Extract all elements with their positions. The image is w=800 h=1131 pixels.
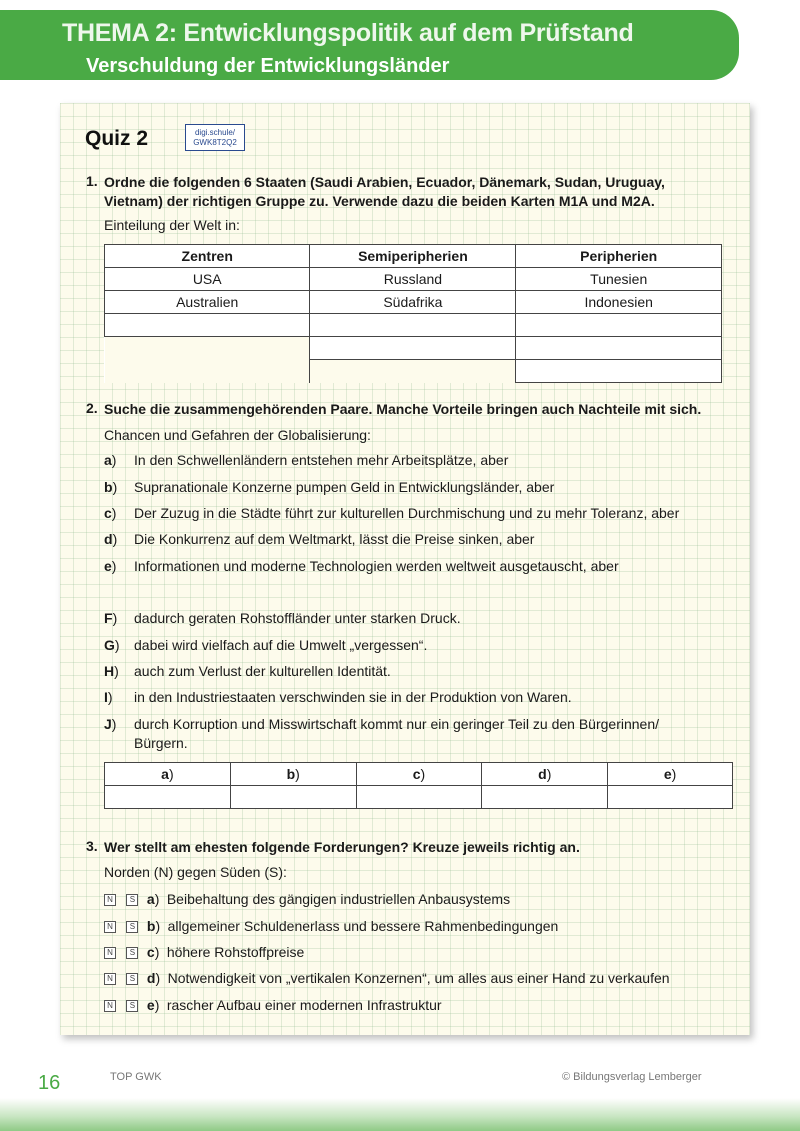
- answer-cell[interactable]: [310, 314, 516, 337]
- table-row-blank: [105, 360, 722, 383]
- col-header-zentren: Zentren: [105, 245, 310, 268]
- q2-item-J-text-cont: Bürgern.: [134, 735, 188, 751]
- q2-list-item-c: c): [104, 505, 117, 521]
- q1-classification-table: [104, 244, 722, 383]
- q2-subtitle: Chancen und Gefahren der Globalisierung:: [104, 427, 371, 443]
- q2-item-I-text: in den Industriestaaten verschwinden sie in der Produktion von Waren.: [134, 689, 572, 705]
- answer-header-a: a): [105, 763, 231, 786]
- north-checkbox[interactable]: N: [104, 973, 116, 985]
- footer-series: TOP GWK: [110, 1071, 162, 1083]
- page-number: 16: [38, 1072, 61, 1094]
- q2-item-G-text: dabei wird vielfach auf die Umwelt „vergessen“.: [134, 637, 428, 653]
- q3-item-c-text: höhere Rohstoffpreise: [166, 944, 305, 960]
- topic-header-banner: [0, 10, 739, 80]
- table-cell: USA: [105, 268, 310, 291]
- answer-cell[interactable]: [516, 314, 722, 337]
- south-checkbox[interactable]: S: [126, 947, 138, 959]
- south-checkbox[interactable]: S: [126, 894, 138, 906]
- q3-item-b: N S b) allgemeiner Schuldenerlass und bessere Rahmenbedingungen: [104, 918, 558, 936]
- digi-code-box[interactable]: [185, 124, 245, 151]
- answer-cell[interactable]: [230, 786, 356, 809]
- q2-list-item-b: b): [104, 479, 118, 495]
- empty-space: [105, 337, 310, 360]
- q3-item-e-text: rascher Aufbau einer modernen Infrastruktur: [166, 997, 442, 1013]
- answer-row: [105, 786, 733, 809]
- footer-copyright: © Bildungsverlag Lemberger: [562, 1071, 702, 1083]
- q2-list-item-e: e): [104, 558, 117, 574]
- table-row: [105, 291, 722, 314]
- answer-header-c: c): [356, 763, 482, 786]
- digi-code-line2: GWK8T2Q2: [193, 138, 237, 147]
- q2-list-item-d: d): [104, 531, 118, 547]
- q2-item-c-text: Der Zuzug in die Städte führt zur kulturellen Durchmischung und zu mehr Toleranz, aber: [134, 505, 680, 521]
- q2-item-H-text: auch zum Verlust der kulturellen Identität.: [134, 663, 391, 679]
- table-cell: Südafrika: [310, 291, 516, 314]
- answer-cell[interactable]: [608, 786, 733, 809]
- north-checkbox[interactable]: N: [104, 1000, 116, 1012]
- q2-item-a-text: In den Schwellenländern entstehen mehr Arbeitsplätze, aber: [134, 452, 509, 468]
- q3-item-d: N S d) Notwendigkeit von „vertikalen Konzernen“, um alles aus einer Hand zu verkaufen: [104, 970, 670, 988]
- table-header-row: [105, 245, 722, 268]
- answer-cell[interactable]: [482, 786, 608, 809]
- q2-text: Suche die zusammengehörenden Paare. Manche Vorteile bringen auch Nachteile mit sich.: [104, 401, 702, 417]
- footer-band: [0, 1098, 800, 1131]
- south-checkbox[interactable]: S: [126, 1000, 138, 1012]
- table-row-blank: [105, 337, 722, 360]
- south-checkbox[interactable]: S: [126, 973, 138, 985]
- q2-list-item-a: a): [104, 452, 117, 468]
- q3-item-a: N S a) Beibehaltung des gängigen industriellen Anbausystems: [104, 891, 510, 909]
- q3-item-a-text: Beibehaltung des gängigen industriellen Anbausystems: [166, 891, 511, 907]
- table-cell: Tunesien: [516, 268, 722, 291]
- q3-item-b-text: allgemeiner Schuldenerlass und bessere Rahmenbedingungen: [167, 918, 559, 934]
- answer-header-e: e): [608, 763, 733, 786]
- table-cell: Indonesien: [516, 291, 722, 314]
- digi-code-line1: digi.schule/: [194, 128, 236, 137]
- answer-header-d: d): [482, 763, 608, 786]
- empty-space: [105, 360, 310, 383]
- answer-cell[interactable]: [516, 360, 722, 383]
- q2-item-J-text: durch Korruption und Misswirtschaft kommt nur ein geringer Teil zu den Bürgerinnen/: [134, 716, 659, 732]
- north-checkbox[interactable]: N: [104, 947, 116, 959]
- table-header-row: [105, 763, 733, 786]
- q3-text: Wer stellt am ehesten folgende Forderungen? Kreuze jeweils richtig an.: [104, 839, 580, 855]
- q3-subtitle: Norden (N) gegen Süden (S):: [104, 864, 287, 880]
- q1-text-line1: Ordne die folgenden 6 Staaten (Saudi Arabien, Ecuador, Dänemark, Sudan, Uruguay,: [104, 174, 665, 190]
- topic-title: THEMA 2: Entwicklungspolitik auf dem Prüfstand: [62, 19, 634, 47]
- q2-answer-table: [104, 762, 733, 809]
- answer-cell[interactable]: [516, 337, 722, 360]
- answer-cell[interactable]: [356, 786, 482, 809]
- q1-subtitle: Einteilung der Welt in:: [104, 217, 240, 233]
- answer-cell[interactable]: [105, 786, 231, 809]
- answer-cell[interactable]: [105, 314, 310, 337]
- q2-list-item-G: G): [104, 637, 120, 653]
- q2-list-item-H: H): [104, 663, 119, 679]
- q2-list-item-F: F): [104, 610, 118, 626]
- q2-item-b-text: Supranationale Konzerne pumpen Geld in Entwicklungsländer, aber: [134, 479, 555, 495]
- table-row-blank: [105, 314, 722, 337]
- topic-subtitle: Verschuldung der Entwicklungsländer: [86, 55, 450, 77]
- q2-list-item-J: J): [104, 716, 117, 732]
- north-checkbox[interactable]: N: [104, 921, 116, 933]
- north-checkbox[interactable]: N: [104, 894, 116, 906]
- table-cell: Russland: [310, 268, 516, 291]
- south-checkbox[interactable]: S: [126, 921, 138, 933]
- quiz-title: Quiz 2: [85, 127, 149, 150]
- col-header-semiperipherien: Semiperipherien: [310, 245, 516, 268]
- col-header-peripherien: Peripherien: [516, 245, 722, 268]
- q1-number: 1.: [86, 173, 98, 189]
- q2-item-d-text: Die Konkurrenz auf dem Weltmarkt, lässt die Preise sinken, aber: [134, 531, 535, 547]
- empty-space: [310, 360, 516, 383]
- answer-header-b: b): [230, 763, 356, 786]
- q2-number: 2.: [86, 400, 98, 416]
- table-row: [105, 268, 722, 291]
- q3-number: 3.: [86, 838, 98, 854]
- q3-item-e: N S e) rascher Aufbau einer modernen Infrastruktur: [104, 997, 442, 1015]
- answer-cell[interactable]: [310, 337, 516, 360]
- table-cell: Australien: [105, 291, 310, 314]
- q2-list-item-I: I): [104, 689, 113, 705]
- q2-item-e-text: Informationen und moderne Technologien werden weltweit ausgetauscht, aber: [134, 558, 619, 574]
- q2-item-F-text: dadurch geraten Rohstoffländer unter starken Druck.: [134, 610, 461, 626]
- q1-text-line2: Vietnam) der richtigen Gruppe zu. Verwende dazu die beiden Karten M1A und M2A.: [104, 193, 655, 209]
- q3-item-c: N S c) höhere Rohstoffpreise: [104, 944, 304, 962]
- q3-item-d-text: Notwendigkeit von „vertikalen Konzernen“, um alles aus einer Hand zu verkaufen: [167, 970, 670, 986]
